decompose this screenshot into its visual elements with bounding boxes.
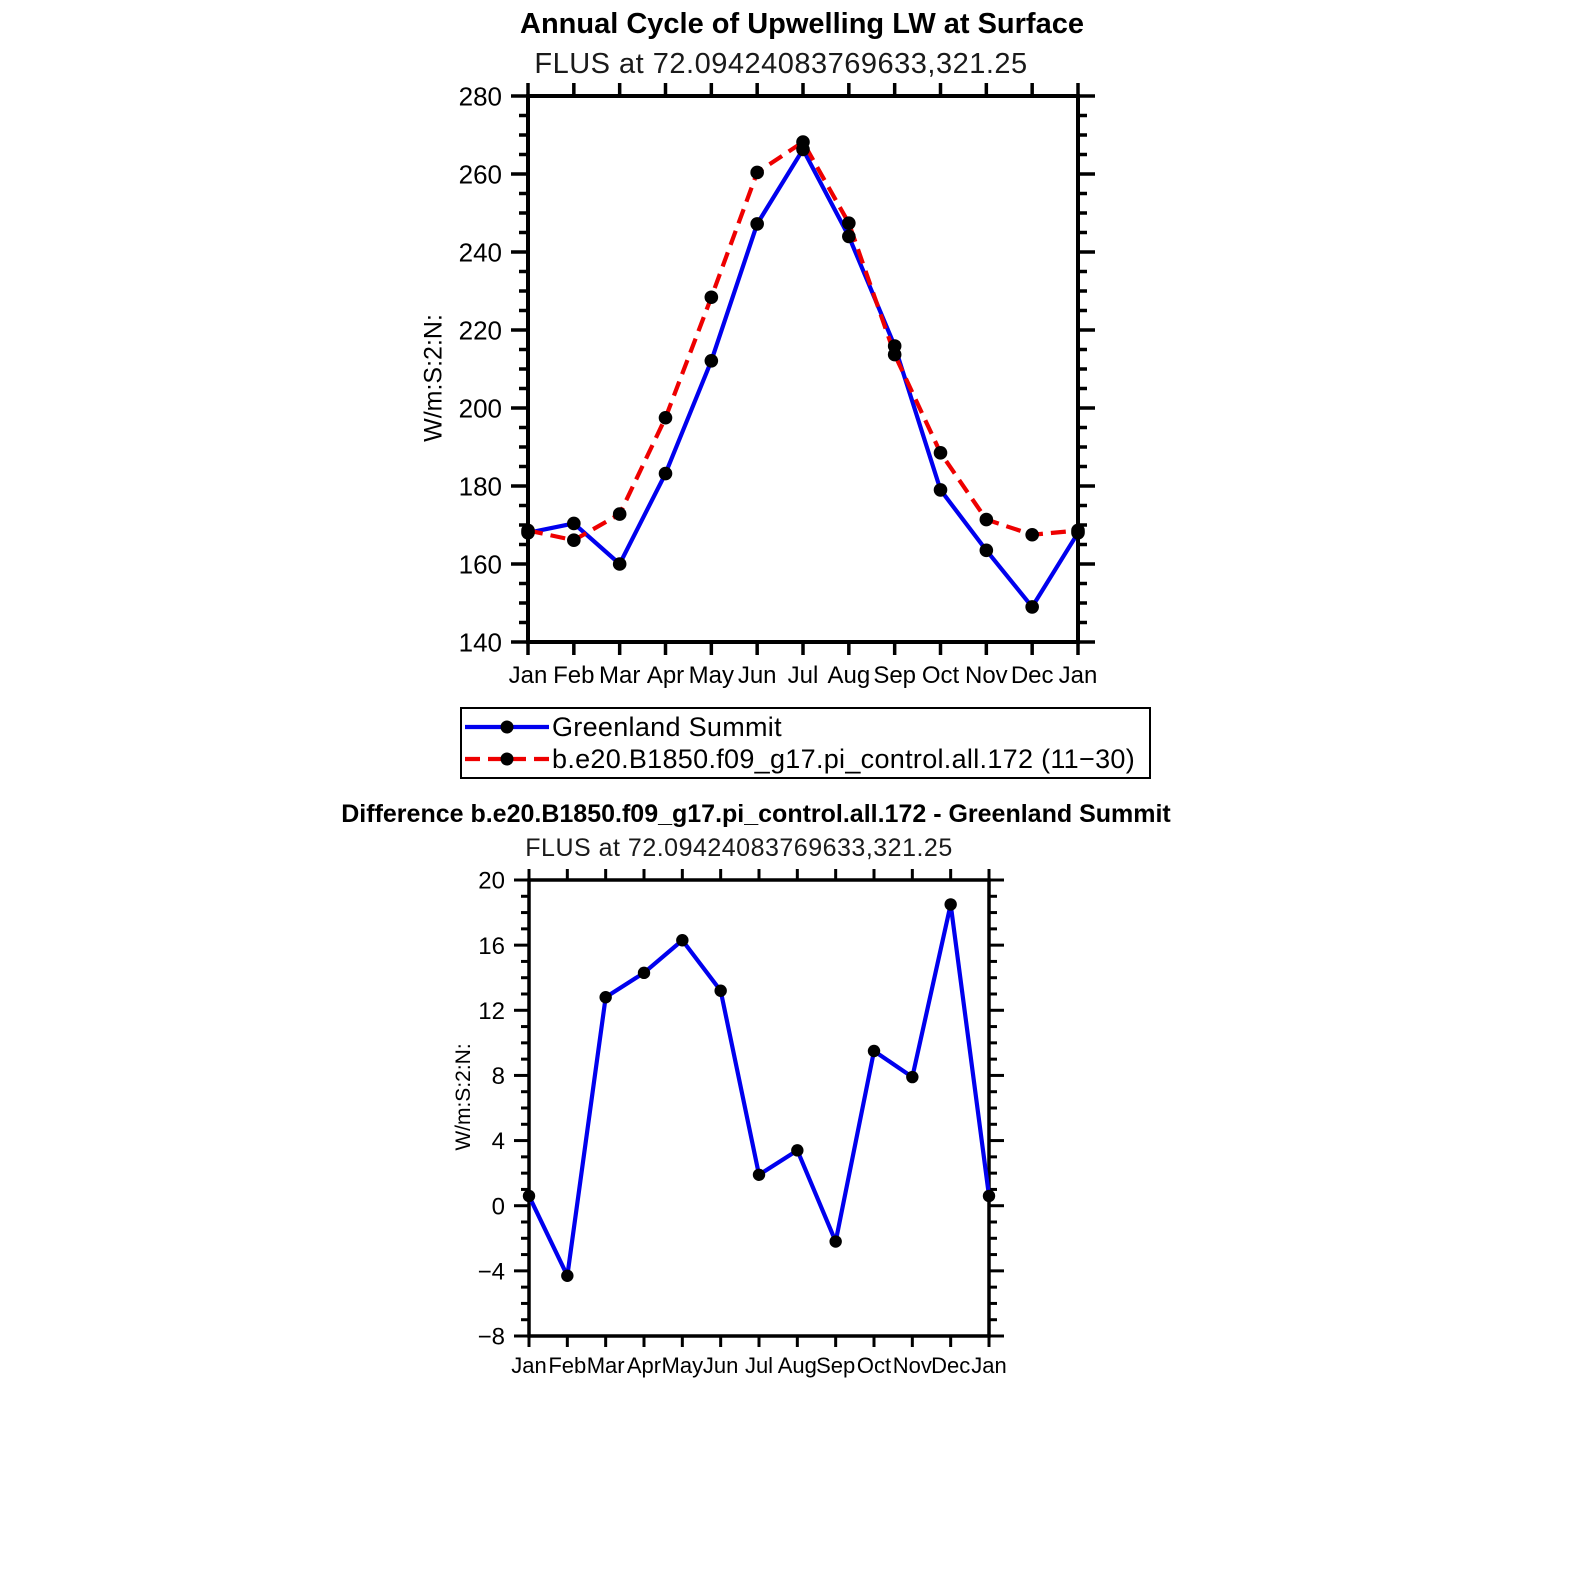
- data-point-marker: [523, 1190, 535, 1202]
- top-chart-subtitle: FLUS at 72.09424083769633,321.25: [534, 48, 1028, 80]
- x-tick-label: Dec: [931, 1352, 971, 1378]
- top-chart-y-axis-label: W/m:S:2:N:: [419, 314, 448, 442]
- y-tick-label: 4: [491, 1128, 505, 1156]
- data-point-marker: [1071, 524, 1085, 538]
- x-tick-label: Nov: [892, 1352, 932, 1378]
- legend: [460, 707, 1151, 779]
- data-point-marker: [842, 230, 856, 244]
- y-tick-label: 12: [478, 997, 505, 1025]
- data-point-marker: [613, 507, 627, 521]
- x-tick-label: Dec: [1010, 661, 1054, 689]
- data-point-marker: [659, 467, 673, 481]
- x-tick-label: May: [688, 661, 735, 689]
- x-tick-label: Aug: [827, 661, 871, 689]
- series-line: [528, 142, 1078, 540]
- legend-dashed-red-line-sample: [465, 747, 549, 771]
- data-point-marker: [613, 557, 627, 571]
- y-tick-label: 160: [458, 549, 502, 580]
- x-tick-label: Feb: [548, 1352, 587, 1378]
- difference-plot: [478, 868, 1007, 1378]
- x-tick-label: Mar: [586, 1352, 625, 1378]
- x-tick-label: Nov: [964, 661, 1008, 689]
- bottom-chart-subtitle: FLUS at 72.09424083769633,321.25: [525, 834, 953, 862]
- x-tick-label: Jan: [1058, 661, 1098, 689]
- legend-label-pi-control: b.e20.B1850.f09_g17.pi_control.all.172 (11−30): [552, 743, 1135, 774]
- x-tick-label: Mar: [598, 661, 641, 689]
- data-point-marker: [906, 1071, 918, 1083]
- x-tick-label: Apr: [646, 661, 685, 689]
- annual-cycle-plot: [459, 81, 1098, 688]
- data-point-marker: [983, 1190, 995, 1202]
- x-tick-label: Sep: [816, 1352, 856, 1378]
- data-point-marker: [791, 1144, 803, 1156]
- y-tick-label: 20: [478, 867, 505, 895]
- series-line: [529, 904, 989, 1275]
- plot-frame: [529, 880, 989, 1336]
- data-point-marker: [567, 533, 581, 547]
- x-tick-label: Jan: [971, 1352, 1007, 1378]
- y-tick-label: 140: [458, 627, 502, 658]
- bottom-chart-y-axis-label: W/m:S:2:N:: [452, 1043, 475, 1151]
- data-point-marker: [934, 483, 948, 497]
- data-point-marker: [980, 544, 994, 558]
- data-point-marker: [521, 524, 535, 538]
- y-tick-label: 280: [458, 81, 502, 112]
- data-point-marker: [638, 967, 650, 979]
- legend-entry-pi-control: [465, 743, 1149, 775]
- data-point-marker: [1025, 528, 1039, 542]
- data-point-marker: [599, 991, 611, 1003]
- y-tick-label: 8: [491, 1063, 505, 1091]
- data-point-marker: [750, 217, 764, 231]
- x-tick-label: Feb: [553, 661, 595, 689]
- x-tick-label: Jun: [702, 1352, 739, 1378]
- data-point-marker: [567, 517, 581, 531]
- legend-entry-greenland-summit: [465, 711, 1149, 743]
- x-tick-label: Jan: [511, 1352, 547, 1378]
- y-tick-label: 200: [458, 393, 502, 424]
- y-tick-label: 260: [458, 159, 502, 190]
- x-tick-label: Jun: [737, 661, 777, 689]
- legend-marker-dot: [501, 721, 514, 734]
- data-point-marker: [796, 135, 810, 149]
- y-tick-label: −4: [477, 1258, 505, 1286]
- legend-marker-dot: [501, 753, 514, 766]
- data-point-marker: [842, 216, 856, 230]
- y-tick-label: −8: [477, 1323, 505, 1351]
- x-tick-label: Jul: [787, 661, 819, 689]
- data-point-marker: [868, 1045, 880, 1057]
- data-point-marker: [753, 1169, 765, 1181]
- x-tick-label: Jul: [744, 1352, 774, 1378]
- data-point-marker: [714, 985, 726, 997]
- bottom-chart-title: Difference b.e20.B1850.f09_g17.pi_control.all.172 - Greenland Summit: [341, 800, 1171, 828]
- y-tick-label: 180: [458, 471, 502, 502]
- data-point-marker: [676, 934, 688, 946]
- x-tick-label: Oct: [856, 1352, 892, 1378]
- legend-label-greenland-summit: Greenland Summit: [552, 711, 782, 742]
- x-tick-label: Jan: [508, 661, 548, 689]
- data-point-marker: [1025, 600, 1039, 614]
- y-tick-label: 220: [458, 315, 502, 346]
- data-point-marker: [705, 354, 719, 368]
- data-point-marker: [934, 446, 948, 460]
- data-point-marker: [944, 898, 956, 910]
- x-tick-label: Sep: [873, 661, 917, 689]
- data-point-marker: [888, 348, 902, 362]
- x-tick-label: Apr: [626, 1352, 662, 1378]
- data-point-marker: [561, 1270, 573, 1282]
- data-point-marker: [659, 411, 673, 425]
- x-tick-label: Aug: [777, 1352, 817, 1378]
- top-chart-title: Annual Cycle of Upwelling LW at Surface: [520, 8, 1084, 40]
- x-tick-label: Oct: [921, 661, 960, 689]
- data-point-marker: [829, 1235, 841, 1247]
- y-tick-label: 16: [478, 932, 505, 960]
- x-tick-label: May: [661, 1352, 704, 1378]
- series-line: [528, 149, 1078, 606]
- y-tick-label: 0: [491, 1193, 505, 1221]
- data-point-marker: [750, 166, 764, 180]
- legend-solid-blue-line-sample: [465, 715, 549, 739]
- data-point-marker: [705, 290, 719, 304]
- data-point-marker: [980, 513, 994, 527]
- y-tick-label: 240: [458, 237, 502, 268]
